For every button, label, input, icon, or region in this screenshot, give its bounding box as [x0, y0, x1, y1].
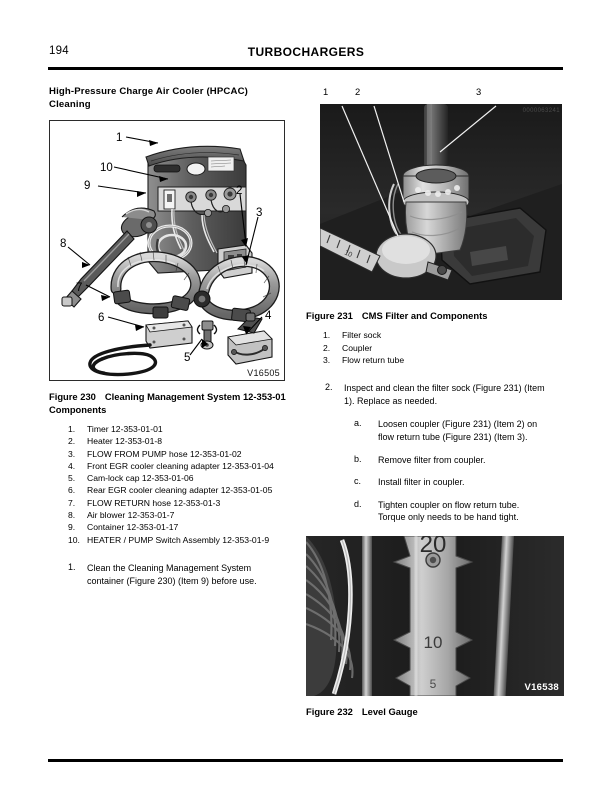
figure-231-callouts [306, 86, 564, 104]
substep-c [344, 476, 564, 489]
svg-text:6: 6 [98, 312, 105, 325]
right-procedure-steps [306, 382, 564, 524]
figure-230-title: Cleaning Management System 12-353-01 Components [49, 391, 286, 415]
list-item [49, 484, 289, 496]
item-text: Cam-lock cap 12-353-01-06 [87, 473, 194, 484]
item-text: Flow return tube [342, 355, 405, 365]
callout-1: 1 [323, 86, 329, 97]
callout-2: 2 [355, 86, 361, 97]
svg-text:1: 1 [116, 132, 123, 145]
figure-232-image [306, 536, 564, 696]
substep-line-1: Tighten coupler on flow return tube. [378, 499, 520, 510]
substep-line-1: Loosen coupler (Figure 231) (Item 2) on [378, 419, 538, 430]
item-text: FLOW RETURN hose 12-353-01-3 [87, 497, 221, 508]
item-number: 3. [68, 448, 76, 459]
item-text: HEATER / PUMP Switch Assembly 12-353-01-9 [87, 534, 270, 545]
svg-text:8: 8 [60, 238, 67, 251]
figure-232-caption [306, 706, 564, 718]
left-column [49, 86, 289, 598]
list-item [306, 329, 564, 341]
item-number: 4. [68, 460, 76, 471]
step-line-2: container (Figure 230) (Item 9) before use. [87, 575, 257, 586]
list-item [49, 448, 289, 460]
level-gauge-photo [306, 536, 564, 696]
item-text: Rear EGR cooler cleaning adapter 12-353-01-05 [87, 485, 273, 496]
step-1 [49, 562, 289, 587]
gauge-mark-5: 5 [429, 677, 437, 692]
item-number: 10. [68, 534, 80, 545]
left-procedure-steps [49, 562, 289, 587]
substep-letter: a. [354, 418, 362, 429]
substep-letter: c. [354, 476, 362, 487]
list-item [49, 423, 289, 435]
substep-letter: d. [354, 498, 362, 509]
substep-letter: b. [354, 453, 362, 464]
figure-232-title: Level Gauge [361, 706, 418, 718]
item-text: Air blower 12-353-01-7 [87, 510, 175, 521]
footer-rule [48, 759, 563, 762]
item-text: Container 12-353-01-17 [87, 522, 179, 533]
list-item [49, 509, 289, 521]
right-column [306, 86, 564, 725]
figure-231-caption [306, 310, 564, 322]
item-number: 6. [68, 485, 76, 496]
item-number: 3. [323, 355, 331, 365]
svg-text:10: 10 [100, 162, 113, 175]
item-text: Filter sock [342, 330, 382, 341]
figure-232-image-code: V16538 [524, 682, 559, 694]
svg-text:2: 2 [236, 185, 243, 198]
item-number: 1. [68, 424, 76, 434]
figure-230-image-code: V16505 [247, 368, 280, 379]
svg-text:5: 5 [184, 352, 191, 365]
svg-text:9: 9 [84, 180, 91, 193]
step-number: 2. [325, 382, 333, 393]
item-number: 8. [68, 510, 76, 521]
item-number: 2. [68, 436, 76, 447]
item-number: 5. [68, 473, 76, 484]
item-number: 1. [323, 330, 331, 341]
step-2-substeps [344, 418, 564, 524]
figure-230-caption [49, 391, 289, 416]
substep-line-1: Install filter in coupler. [378, 477, 465, 488]
step-line-2: 1). Replace as needed. [344, 395, 438, 406]
figure-231-image [320, 104, 562, 300]
figure-230-item-list [49, 423, 289, 546]
header-rule [48, 67, 563, 70]
list-item [49, 460, 289, 472]
step-line-1: Inspect and clean the filter sock (Figure 231) (Item [344, 383, 545, 394]
item-text: Timer 12-353-01-01 [87, 424, 163, 434]
list-item [49, 521, 289, 533]
list-item [306, 342, 564, 354]
svg-text:3: 3 [256, 207, 263, 220]
list-item [49, 472, 289, 484]
figure-230-label: Figure 230 [49, 391, 96, 403]
substep-a [344, 418, 564, 443]
page-title: TURBOCHARGERS [247, 45, 365, 59]
figure-231-title: CMS Filter and Components [361, 310, 488, 321]
figure-232-label: Figure 232 [306, 706, 353, 718]
item-text: Coupler [342, 342, 373, 353]
cms-filter-photo [320, 104, 562, 300]
substep-line-2: Torque only needs to be hand tight. [378, 512, 519, 523]
list-item [49, 435, 289, 447]
item-text: Front EGR cooler cleaning adapter 12-353-01-04 [87, 460, 274, 471]
figure-231-image-code: 0000063241 [522, 108, 560, 114]
svg-text:4: 4 [265, 310, 272, 323]
step-2 [306, 382, 564, 407]
svg-text:7: 7 [76, 282, 83, 295]
item-text: Heater 12-353-01-8 [87, 436, 163, 447]
item-text: FLOW FROM PUMP hose 12-353-01-02 [87, 448, 242, 459]
figure-231-item-list [306, 329, 564, 366]
substep-line-1: Remove filter from coupler. [378, 454, 486, 465]
item-number: 7. [68, 497, 76, 508]
figure-230-image [49, 120, 285, 381]
section-heading: High-Pressure Charge Air Cooler (HPCAC) Cleaning [49, 86, 248, 110]
list-item [306, 354, 564, 366]
gauge-mark-10: 10 [423, 633, 443, 653]
figure-231-label: Figure 231 [306, 310, 353, 321]
list-item [49, 497, 289, 509]
cms-components-illustration [50, 121, 284, 380]
svg-text:10: 10 [343, 249, 354, 259]
step-number: 1. [68, 561, 76, 572]
item-number: 2. [323, 342, 331, 353]
substep-d [344, 499, 564, 524]
callout-3: 3 [476, 86, 482, 97]
substep-b [344, 454, 564, 467]
item-number: 9. [68, 522, 76, 533]
page-number: 194 [49, 45, 69, 57]
list-item [49, 534, 289, 546]
substep-line-2: flow return tube (Figure 231) (Item 3). [378, 432, 528, 443]
gauge-mark-20: 20 [419, 536, 447, 559]
step-line-1: Clean the Cleaning Management System [87, 562, 252, 573]
